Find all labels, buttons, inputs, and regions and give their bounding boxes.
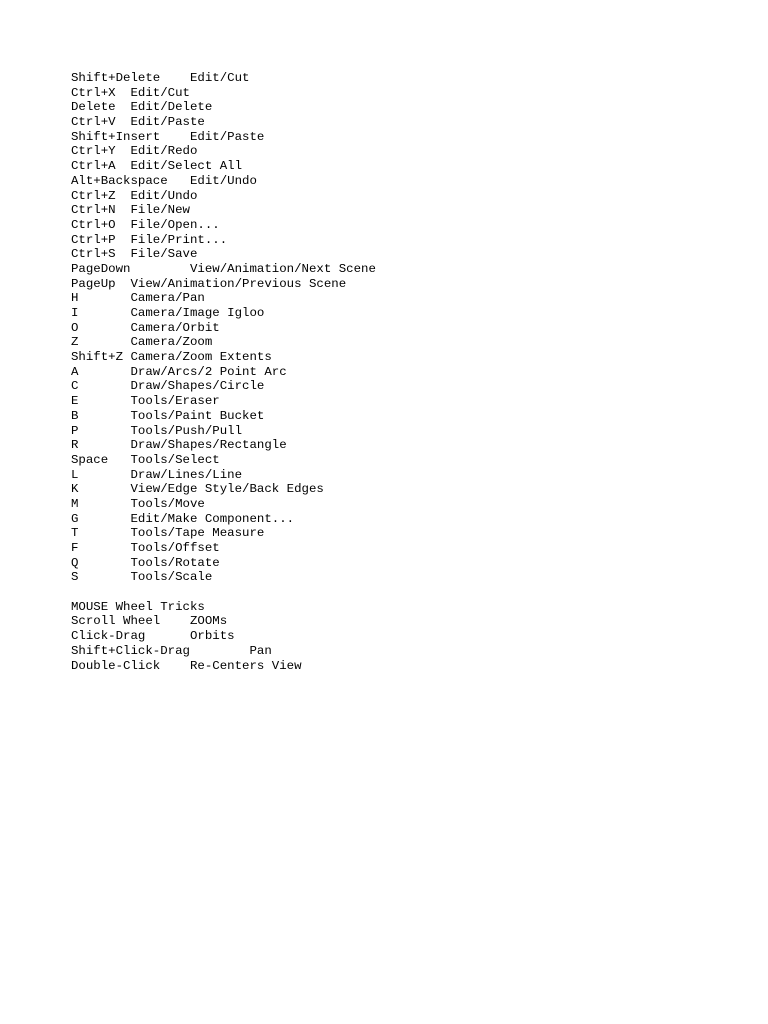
shortcut-line: Ctrl+O File/Open... — [71, 217, 220, 232]
shortcut-line: I Camera/Image Igloo — [71, 306, 265, 320]
shortcut-list — [71, 71, 751, 585]
shortcut-line: C Draw/Shapes/Circle — [71, 379, 265, 394]
document-page — [71, 71, 751, 673]
shortcut-line: K View/Edge Style/Back Edges — [71, 482, 324, 497]
shortcut-line: Alt+Backspace Edit/Undo — [71, 173, 257, 188]
shortcut-line: A Draw/Arcs/2 Point Arc — [71, 364, 287, 379]
shortcut-line: Space Tools/Select — [71, 452, 220, 467]
mouse-tricks-section — [71, 600, 751, 673]
shortcut-line: PageDown View/Animation/Next Scene — [71, 261, 376, 276]
shortcut-line: Delete Edit/Delete — [71, 100, 213, 115]
mouse-trick-line: Scroll Wheel ZOOMs — [71, 614, 228, 629]
shortcut-line: Ctrl+A Edit/Select All — [71, 159, 243, 174]
shortcut-line: Ctrl+Z Edit/Undo — [71, 188, 198, 203]
shortcut-line: Shift+Delete Edit/Cut — [71, 71, 250, 85]
shortcut-line: R Draw/Shapes/Rectangle — [71, 438, 287, 453]
shortcut-line: Ctrl+Y Edit/Redo — [71, 144, 198, 159]
shortcut-line: O Camera/Orbit — [71, 320, 220, 335]
shortcut-line: Q Tools/Rotate — [71, 555, 220, 570]
shortcut-line: M Tools/Move — [71, 496, 205, 511]
shortcut-line: H Camera/Pan — [71, 291, 205, 306]
shortcut-line: P Tools/Push/Pull — [71, 423, 243, 438]
shortcut-line: PageUp View/Animation/Previous Scene — [71, 276, 347, 291]
mouse-trick-line: Shift+Click-Drag Pan — [71, 643, 272, 658]
shortcut-line: L Draw/Lines/Line — [71, 467, 243, 482]
shortcut-line: Shift+Insert Edit/Paste — [71, 129, 265, 144]
shortcut-line: Ctrl+N File/New — [71, 203, 190, 218]
blank-line — [71, 585, 751, 600]
mouse-trick-line: Click-Drag Orbits — [71, 629, 235, 644]
shortcut-line: S Tools/Scale — [71, 570, 213, 585]
shortcut-line: Z Camera/Zoom — [71, 335, 213, 350]
shortcut-line: Shift+Z Camera/Zoom Extents — [71, 350, 272, 365]
shortcut-line: F Tools/Offset — [71, 541, 220, 555]
section-heading: MOUSE Wheel Tricks — [71, 599, 205, 614]
shortcut-line: Ctrl+V Edit/Paste — [71, 115, 205, 130]
shortcut-line: E Tools/Eraser — [71, 394, 220, 409]
shortcut-line: Ctrl+S File/Save — [71, 247, 198, 262]
shortcut-line: Ctrl+P File/Print... — [71, 232, 228, 247]
shortcut-line: T Tools/Tape Measure — [71, 526, 265, 541]
shortcut-line: G Edit/Make Component... — [71, 511, 295, 526]
shortcut-line: B Tools/Paint Bucket — [71, 408, 265, 423]
shortcut-line: Ctrl+X Edit/Cut — [71, 85, 190, 100]
mouse-trick-line: Double-Click Re-Centers View — [71, 658, 302, 673]
